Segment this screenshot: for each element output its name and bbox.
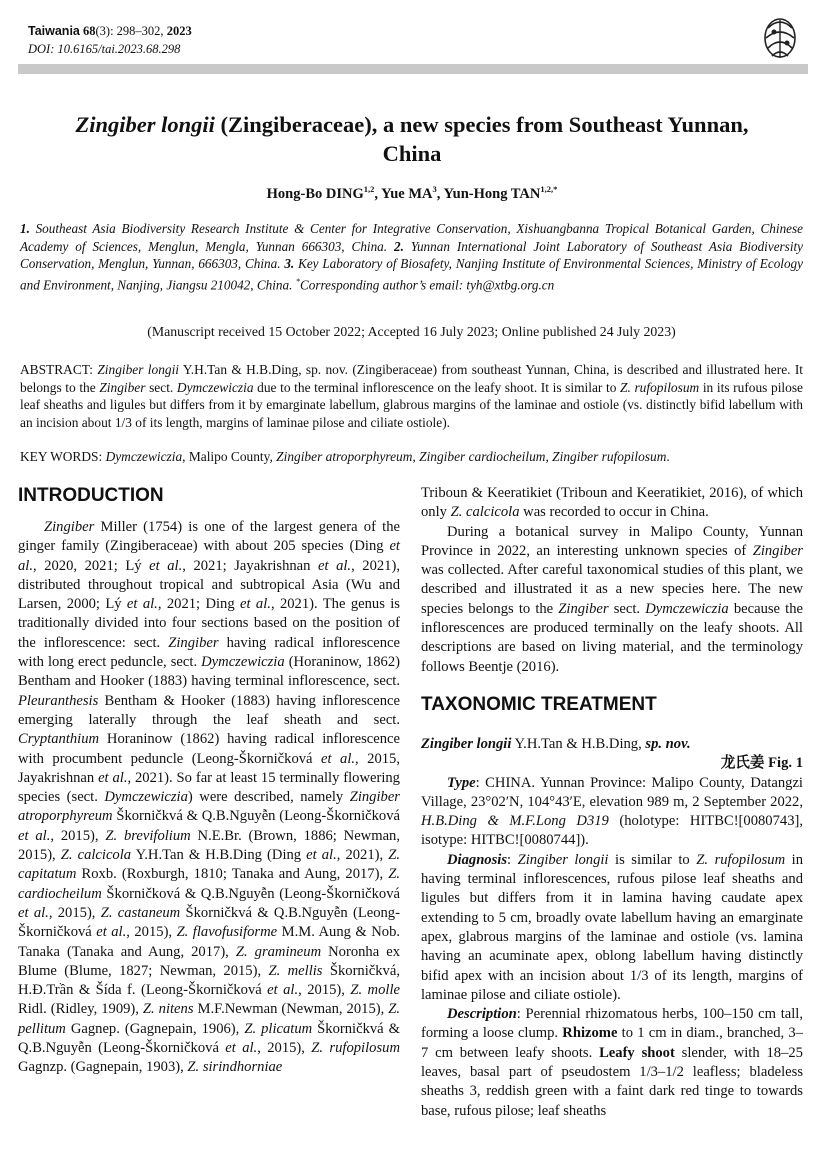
header-rule (18, 64, 808, 74)
section-heading-introduction: INTRODUCTION (18, 485, 164, 506)
abstract-text: Y.H.Tan & H.B.Ding, sp. nov. (Zingiberaceae) from southeast Yunnan, China, is described and illustrated here. It belongs to the (20, 362, 803, 395)
affil-number: 2. (394, 238, 404, 254)
citation-line (28, 22, 192, 40)
author-sep: , (374, 185, 382, 202)
abstract-text: due to the terminal inflorescence on the leafy shoot. It is similar to (253, 379, 621, 395)
journal-year: 2023 (166, 24, 192, 38)
journal-issue: (3) (95, 24, 111, 38)
author-affil: 1,2,* (540, 184, 558, 194)
species-heading: Zingiber longii Y.H.Tan & H.B.Ding, sp. nov. (421, 735, 691, 752)
section-heading-taxonomic-treatment: TAXONOMIC TREATMENT (421, 693, 657, 715)
keyword-sep: , (412, 449, 420, 464)
keyword-sep: , (545, 449, 553, 464)
journal-header (28, 22, 192, 58)
author-list (30, 184, 794, 203)
plant-emblem-icon (760, 12, 800, 62)
manuscript-dates: (Manuscript received 15 October 2022; Accepted 16 July 2023; Online published 24 July 2023) (147, 324, 676, 339)
author-name: Yue MA (381, 185, 433, 202)
chinese-name-figure-ref: 龙氏姜 Fig. 1 (720, 755, 803, 772)
author-affil: 1,2 (363, 184, 375, 194)
affiliations (20, 220, 803, 294)
keyword: , Malipo County, (182, 449, 277, 464)
affil-number: 3. (284, 256, 295, 272)
keywords (20, 449, 803, 465)
author-sep: , (436, 185, 444, 202)
affil-text: Key Laboratory of Biosafety, Nanjing Institute of Environmental Sciences, Ministry of Ecology and Environment, Nanjing, Jiangsu 210042, China. (20, 256, 804, 293)
abstract (20, 361, 803, 431)
abstract-text: sect. (145, 379, 177, 395)
abstract-label: ABSTRACT: (20, 362, 98, 377)
keyword: Dymczewiczia (105, 449, 183, 464)
keyword: Zingiber cardiocheilum (419, 449, 546, 464)
journal-pages: : 298–302, (110, 24, 167, 38)
keywords-label: KEY WORDS: (20, 449, 106, 464)
keyword: Zingiber rufopilosum (552, 449, 667, 464)
survey-paragraph: During a botanical survey in Malipo County, Yunnan Province in 2022, an interesting unknown species of Zingiber was collected. After careful taxonomical studies of this plant, we described and illustrated it as a new species here. The new species belongs to the Zingiber sect. Dymczewiczia because the inflorescences are produced terminally on the leafy shoots. All descriptions are based on living material, and the terminology follows Beentje (2016). (421, 523, 803, 675)
title-species: Zingiber longii (75, 112, 215, 137)
keyword-sep: . (666, 449, 670, 464)
keyword: Zingiber atroporphyreum (276, 449, 413, 464)
type-paragraph: Type: CHINA. Yunnan Province: Malipo County, Datangzi Village, 23°02′N, 104°43′E, elevation 989 m, 2 September 2022, H.B.Ding & M.F.Long D319 (holotype: HITBC![0080743], isotype: HITBC![0080744]). (421, 774, 803, 849)
journal-name: Taiwania (28, 24, 80, 38)
left-column (18, 484, 400, 1078)
corresponding-email[interactable]: Corresponding author’s email: tyh@xtbg.org.cn (299, 277, 555, 293)
author-affil: 3 (432, 184, 437, 194)
affil-text: Yunnan International Joint Laboratory of Southeast Asia Biodiversity Conservation, Menglun, Yunnan, 666303, China. (20, 238, 803, 272)
abstract-species: Zingiber longii (97, 362, 180, 377)
intro-paragraph: Zingiber Miller (1754) is one of the largest genera of the ginger family (Zingiberaceae) with about 205 species (Ding et al., 2020, 2021; Lý et al., 2021; Jayakrishnan et al., 2021), distributed throughout tropical and subtropical Asia (Wu and Larsen, 2000; Lý et al., 2021; Ding et al., 2021). The genus is traditionally divided into four sections based on the position of the inflorescence: sect. Zingiber having radical inflorescence with long erect peduncle, sect. Dymczewiczia (Horaninow, 1862) Bentham and Hooker (1883) having terminal inflorescence, sect. Pleuranthesis Bentham & Hooker (1883) having inflorescence emerging laterally through the leaf sheath and sect. Cryptanthium Horaninow (1862) having radical inflorescence with procumbent peduncle (Leong-Škorničková et al., 2015, Jayakrishnan et al., 2021). So far at least 15 terminally flowering species (sect. Dymczewiczia) were described, namely Zingiber atroporphyreum Škorničkvá & Q.B.Nguyễn (Leong-Škorničková et al., 2015), Z. brevifolium N.E.Br. (Brown, 1886; Newman, 2015), Z. calcicola Y.H.Tan & H.B.Ding (Ding et al., 2021), Z. capitatum Roxb. (Roxburgh, 1810; Tanaka and Aung, 2017), Z. cardiocheilum Škorničková & Q.B.Nguyễn (Leong-Škorničková et al., 2015), Z. castaneum Škorničkvá & Q.B.Nguyễn (Leong-Škorničková et al., 2015), Z. flavofusiforme M.M. Aung & Nob. Tanaka (Tanaka and Aung, 2017), Z. gramineum Noronha ex Blume (Blume, 1827; Newman, 2015), Z. mellis Škorničkvá, H.Đ.Trần & Šída f. (Leong-Škorničková et al., 2015), Z. molle Ridl. (Ridley, 1909), Z. nitens M.F.Newman (Newman, 2015), Z. pellitum Gagnep. (Gagnepain, 1906), Z. plicatum Škorničkvá & Q.B.Nguyễn (Leong-Škorničková et al., 2015), Z. rufopilosum Gagnzp. (Gagnepain, 1903), Z. sirindhorniae (18, 519, 401, 1076)
description-paragraph: Description: Perennial rhizomatous herbs, 100–150 cm tall, forming a loose clump. Rhizome to 1 cm in diam., branched, 3–7 cm between leafy shoots. Leafy shoot slender, with 18–25 leaves, basal part of pseudostem 1/3–1/2 leafless; bladeless sheaths 3, reddish green with a faint dark red tinge to towards base, rufous pilose; leaf sheaths (421, 1006, 803, 1119)
abstract-text: in its rufous pilose leaf sheaths and ligules but differs from it by emarginate labellum, glabrous margins of the laminae and ostiole (vs. distinctly bifid labellum with an incision about 1/3 of its length, margins of laminae pilose and ciliate ostiole). (20, 379, 803, 430)
paper-title (30, 110, 794, 168)
right-column (421, 484, 803, 1121)
title-rest: (Zingiberaceae), a new species from Southeast Yunnan, (214, 112, 749, 137)
abstract-section: Dymczewiczia (176, 379, 254, 395)
corresponding-mark: * (295, 275, 300, 286)
affil-number: 1. (20, 221, 30, 236)
affil-text: Southeast Asia Biodiversity Research Institute & Center for Integrative Conservation, Xishuangbanna Tropical Botanical Garden, Chinese Academy of Sciences, Menglun, Mengla, Yunnan 666303, China. (20, 221, 803, 254)
abstract-genus: Zingiber (99, 379, 146, 395)
diagnosis-paragraph: Diagnosis: Zingiber longii is similar to Z. rufopilosum in having terminal inflorescences, rufous pilose leaf sheaths and ligules but differs from it in lamina having caudate apex extending to 5 cm, broadly ovate labellum having an emarginate apex, glabrous margins of the laminae and ostiole (vs. lamina having an acuminate apex, oblong labellum having distinctly bifid apex with an incision about 1/3 of its length, margins of laminae pilose and ciliate ostiole). (421, 851, 804, 1003)
author-name: Yun-Hong TAN (443, 185, 541, 202)
abstract-similar-species: Z. rufopilosum (620, 379, 700, 395)
author-name: Hong-Bo DING (266, 185, 364, 202)
intro-paragraph-cont: Triboun & Keeratikiet (Triboun and Keeratikiet, 2016), of which only Z. calcicola was recorded to occur in China. (421, 485, 803, 521)
doi-link[interactable]: DOI: 10.6165/tai.2023.68.298 (28, 42, 181, 56)
title-line2: China (382, 141, 442, 166)
journal-volume: 68 (83, 24, 96, 38)
